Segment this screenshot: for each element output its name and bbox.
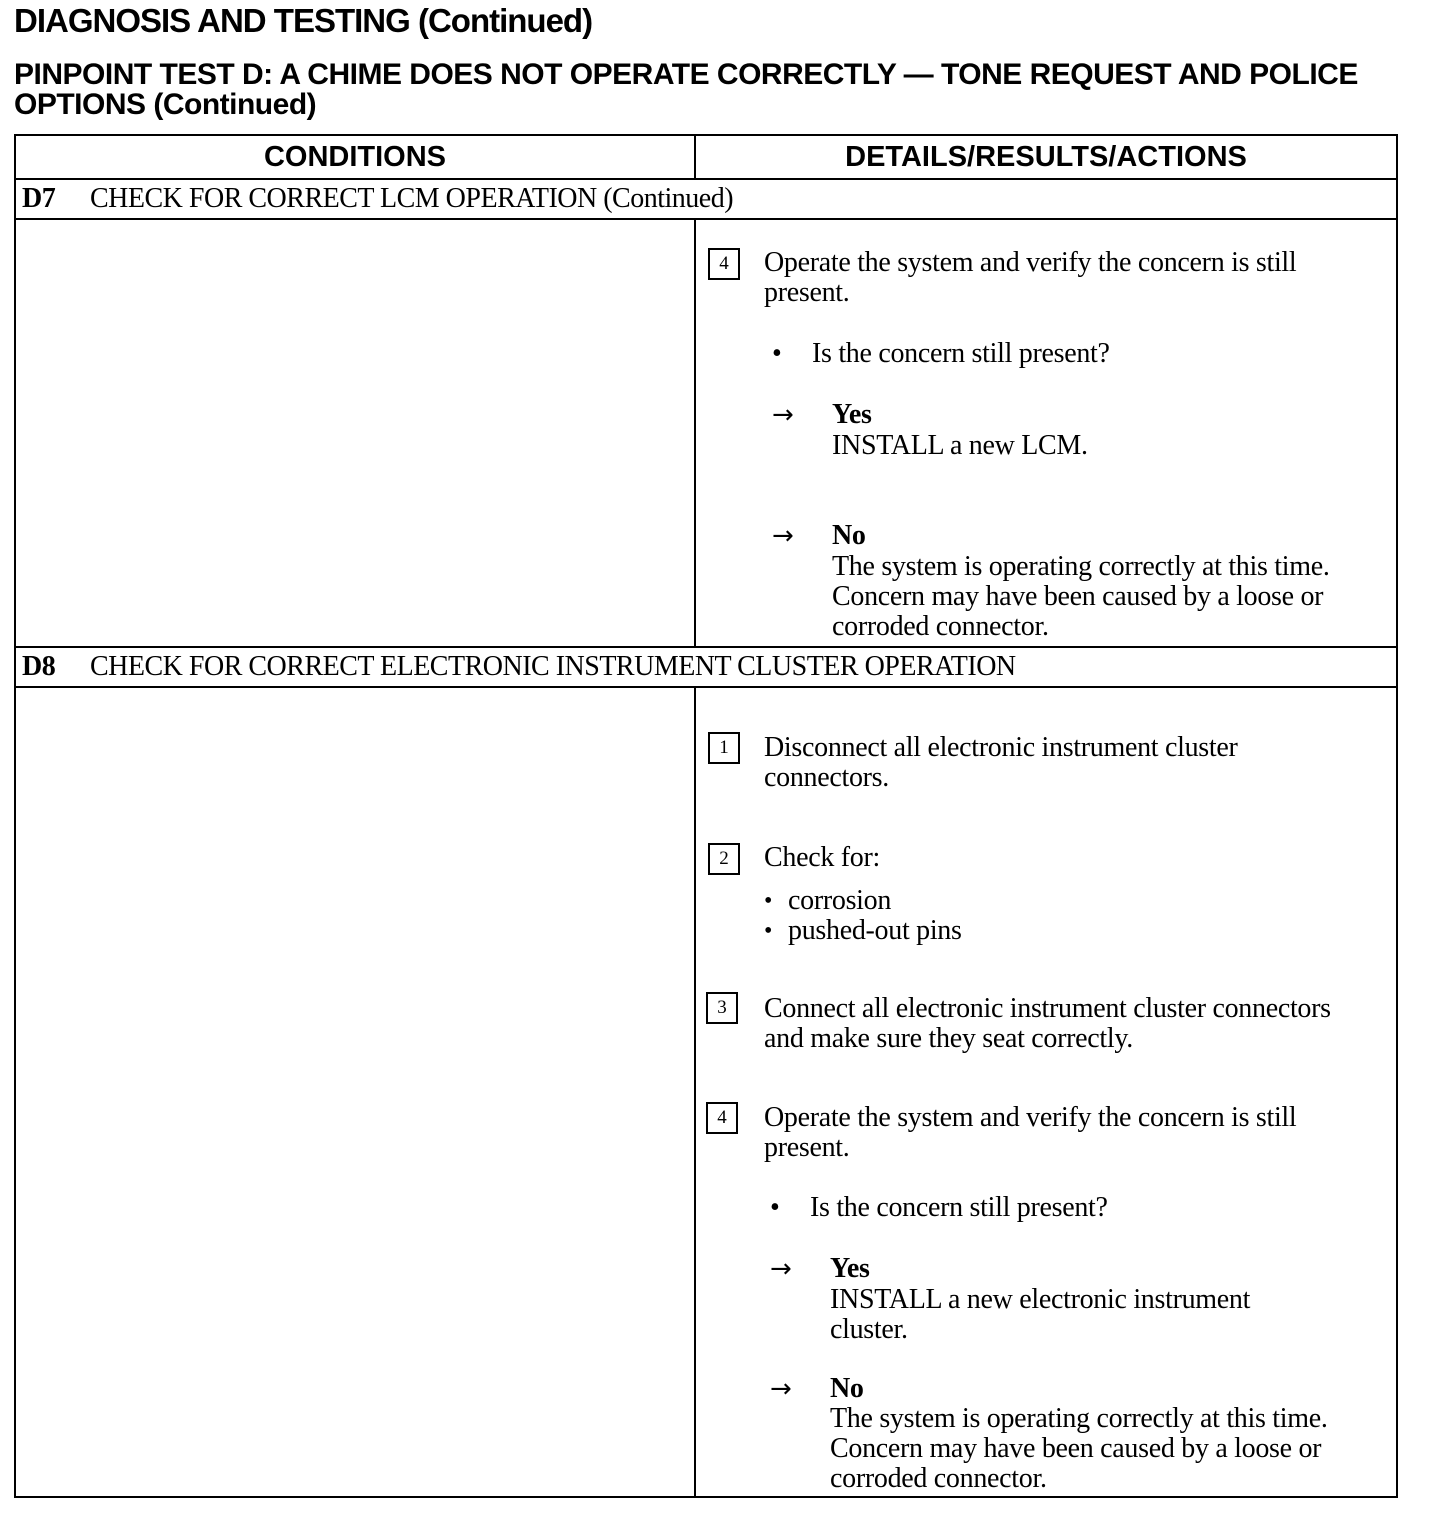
d8-column-divider — [694, 688, 696, 1496]
d8-step-2-box: 2 — [708, 843, 740, 875]
d7-column-divider — [694, 220, 696, 646]
d7-step-4-box: 4 — [708, 248, 740, 280]
d7-yes-arrow-icon: → — [772, 400, 794, 430]
conditions-column-header: CONDITIONS — [263, 141, 447, 173]
step-d7-heading — [22, 180, 733, 218]
page-title: DIAGNOSIS AND TESTING (Continued) — [14, 2, 593, 39]
d8-question: Is the concern still present? — [810, 1192, 1108, 1223]
step-d7-id: D7 — [22, 183, 56, 214]
d8-step-2-text: Check for: — [764, 842, 880, 873]
d8-no-arrow-icon: → — [770, 1374, 792, 1404]
d7-question: Is the concern still present? — [812, 338, 1110, 369]
d8-step-3-box: 3 — [706, 992, 738, 1024]
d8-heading-divider — [16, 686, 1396, 688]
step-d8-id: D8 — [22, 651, 56, 682]
d8-yes-label: Yes — [830, 1253, 870, 1284]
d7-yes-action: INSTALL a new LCM. — [832, 430, 1088, 461]
d7-question-bullet: • — [772, 338, 782, 369]
details-column-header: DETAILS/RESULTS/ACTIONS — [845, 141, 1247, 173]
d8-step-3-text: Connect all electronic instrument cluster connectors and make sure they seat correctly. — [764, 993, 1331, 1054]
d8-check-item: corrosion — [788, 885, 892, 916]
d8-no-label: No — [830, 1373, 864, 1404]
d8-check-item-bullet: • — [764, 888, 773, 914]
d7-no-action: The system is operating correctly at this time. Concern may have been caused by a loose or corroded connector. — [832, 551, 1330, 642]
d8-yes-action: INSTALL a new electronic instrument cluster. — [830, 1284, 1251, 1345]
d7-yes-label: Yes — [832, 399, 872, 430]
d7-step-4-text: Operate the system and verify the concern is still present. — [764, 247, 1297, 308]
d8-no-action: The system is operating correctly at this time. Concern may have been caused by a loose or corroded connector. — [830, 1403, 1328, 1494]
d8-step-1-box: 1 — [708, 732, 740, 764]
d8-check-item: pushed-out pins — [788, 915, 962, 946]
d7-no-label: No — [832, 520, 866, 551]
d8-check-item-bullet: • — [764, 918, 773, 944]
step-d8-title: CHECK FOR CORRECT ELECTRONIC INSTRUMENT CLUSTER OPERATION — [90, 651, 1016, 682]
step-d8-heading — [22, 648, 1016, 686]
d8-step-4-box: 4 — [706, 1102, 738, 1134]
d8-yes-arrow-icon: → — [770, 1254, 792, 1284]
d7-heading-divider — [16, 218, 1396, 220]
d8-step-1-text: Disconnect all electronic instrument cluster connectors. — [764, 732, 1238, 793]
pinpoint-test-table — [14, 134, 1398, 1498]
pinpoint-test-title: PINPOINT TEST D: A CHIME DOES NOT OPERATE CORRECTLY — TONE REQUEST AND POLICE OPTIONS (Continued) — [14, 58, 1358, 121]
d7-no-arrow-icon: → — [772, 521, 794, 551]
step-d7-title: CHECK FOR CORRECT LCM OPERATION (Continued) — [90, 183, 734, 214]
d8-question-bullet: • — [770, 1192, 780, 1223]
header-column-divider — [694, 136, 696, 178]
d8-step-4-text: Operate the system and verify the concern is still present. — [764, 1102, 1297, 1163]
